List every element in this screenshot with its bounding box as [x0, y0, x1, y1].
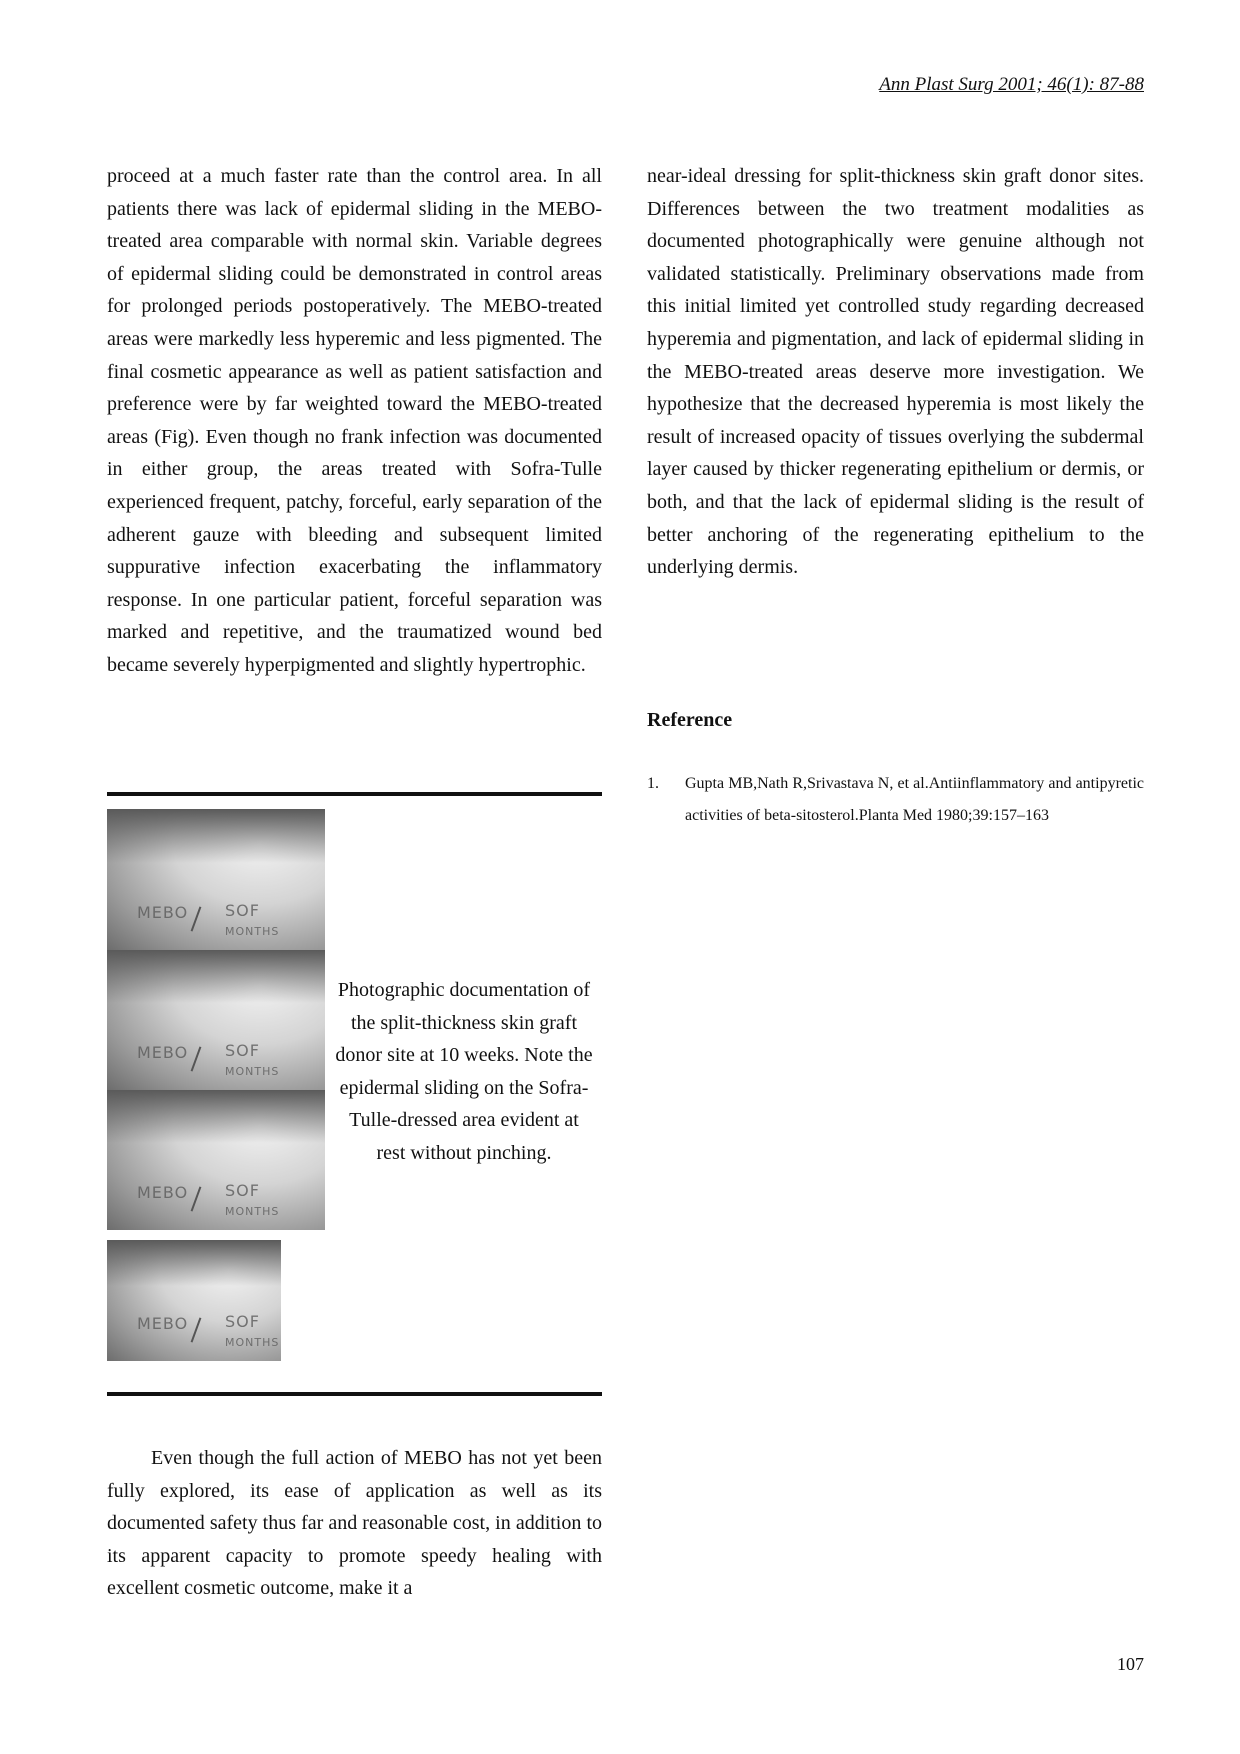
figure-photo: [107, 1090, 325, 1230]
arrow-icon: [191, 1317, 202, 1342]
photo-shadow: [107, 950, 325, 1003]
references-heading: Reference: [647, 709, 733, 731]
references-list: [647, 768, 1144, 832]
figure-photo: [107, 950, 325, 1090]
page-number: 107: [1117, 1654, 1144, 1674]
body-text-right-top: [647, 160, 1144, 584]
body-text-left-bottom: [107, 1442, 602, 1605]
photo-mark-months: MONTHS: [225, 1205, 280, 1218]
reference-item: [647, 768, 1144, 832]
photo-shadow: [107, 809, 325, 863]
photo-shadow: [107, 1240, 281, 1286]
photo-mark-months: MONTHS: [225, 1336, 280, 1349]
photo-mark-mebo: MEBO: [137, 1183, 189, 1202]
body-text-left-top: [107, 160, 602, 682]
photo-mark-mebo: MEBO: [137, 903, 189, 922]
photo-mark-months: MONTHS: [225, 925, 280, 938]
figure-caption: Photographic documentation of the split-thickness skin graft donor site at 10 weeks. Note the epidermal sliding on the Sofra-Tulle-dressed area evident at rest without pinching.: [335, 979, 593, 1164]
figure-photo: [107, 809, 325, 950]
figure-bottom-rule: [107, 1392, 602, 1396]
photo-mark-sof: SOF: [225, 1181, 260, 1200]
figure-photo: [107, 1240, 281, 1361]
arrow-icon: [191, 906, 202, 931]
reference-text: Gupta MB,Nath R,Srivastava N, et al.Antiinflammatory and antipyretic activities of beta-sitosterol.Planta Med 1980;39:157–163: [685, 775, 1144, 824]
photo-mark-mebo: MEBO: [137, 1043, 189, 1062]
photo-shadow: [107, 1090, 325, 1143]
photo-mark-sof: SOF: [225, 1312, 260, 1331]
photo-mark-sof: SOF: [225, 1041, 260, 1060]
paragraph: proceed at a much faster rate than the control area. In all patients there was lack of epidermal sliding in the MEBO-treated area comparable with normal skin. Variable degrees of epidermal sliding could be demonstrated in control areas for prolonged periods postoperatively. The MEBO-treated areas were markedly less hyperemic and less pigmented. The final cosmetic appearance as well as patient satisfaction and preference were by far weighted toward the MEBO-treated areas (Fig). Even though no frank infection was documented in either group, the areas treated with Sofra-Tulle experienced frequent, patchy, forceful, early separation of the adherent gauze with bleeding and subsequent limited suppurative infection exacerbating the inflammatory response. In one particular patient, forceful separation was marked and repetitive, and the traumatized wound bed became severely hyperpigmented and slightly hypertrophic.: [107, 165, 602, 676]
paragraph: near-ideal dressing for split-thickness skin graft donor sites. Differences between the two treatment modalities as documented photographically were genuine although not validated statistically. Preliminary observations made from this initial limited yet controlled study regarding decreased hyperemia and pigmentation, and lack of epidermal sliding in the MEBO-treated areas deserve more investigation. We hypothesize that the decreased hyperemia is most likely the result of increased opacity of tissues overlying the subdermal layer caused by thicker regenerating epithelium or dermis, or both, and that the lack of epidermal sliding is the result of better anchoring of the regenerating epithelium to the underlying dermis.: [647, 165, 1144, 579]
paragraph: Even though the full action of MEBO has not yet been fully explored, its ease of application as well as its documented safety thus far and reasonable cost, in addition to its apparent capacity to promote speedy healing with excellent cosmetic outcome, make it a: [107, 1447, 602, 1600]
arrow-icon: [191, 1186, 202, 1211]
arrow-icon: [191, 1046, 202, 1071]
reference-number: 1.: [647, 775, 659, 792]
photo-mark-sof: SOF: [225, 901, 260, 920]
figure-top-rule: [107, 792, 602, 796]
photo-mark-mebo: MEBO: [137, 1314, 189, 1333]
photo-mark-months: MONTHS: [225, 1065, 280, 1078]
journal-citation: Ann Plast Surg 2001; 46(1): 87-88: [879, 74, 1144, 95]
